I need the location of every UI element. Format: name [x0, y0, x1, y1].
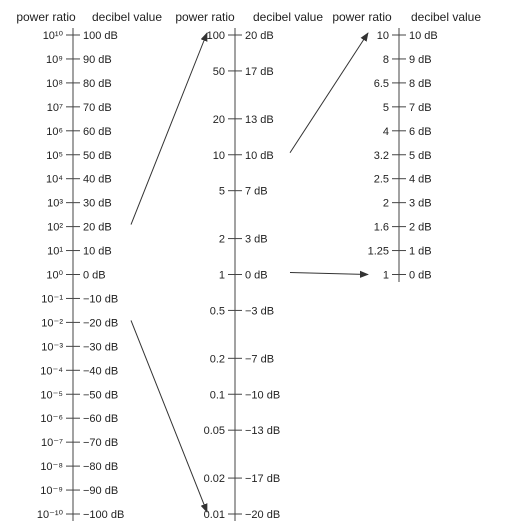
- mapping-arrow: [290, 273, 368, 275]
- power-ratio-label: 0.5: [209, 305, 225, 318]
- middle-scale: [204, 28, 281, 521]
- decibel-value-label: 1 dB: [409, 245, 432, 258]
- power-ratio-label: 10⁻³: [41, 341, 63, 354]
- decibel-value-label: 2 dB: [409, 221, 432, 234]
- decibel-value-label: 70 dB: [83, 101, 112, 114]
- decade-scale: [37, 28, 124, 521]
- decibel-value-label: −20 dB: [83, 317, 119, 330]
- scales-group: [37, 28, 438, 521]
- power-ratio-label: 1.25: [367, 245, 389, 258]
- decibel-value-label: 8 dB: [409, 77, 432, 90]
- decibel-value-label: 40 dB: [83, 173, 112, 186]
- decibel-value-label: 0 dB: [245, 269, 268, 282]
- power-ratio-label: 1.6: [373, 221, 389, 234]
- power-ratio-label: 1: [218, 269, 225, 282]
- decibel-value-label: −100 dB: [83, 509, 125, 521]
- decibel-value-label: 0 dB: [409, 269, 432, 282]
- decibel-value-label: −50 dB: [83, 389, 119, 402]
- decibel-value-label: 20 dB: [83, 221, 112, 234]
- decibel-value-label: −70 dB: [83, 437, 119, 450]
- decibel-value-label: −60 dB: [83, 413, 119, 426]
- power-ratio-label: 20: [212, 113, 225, 126]
- decibel-value-label: 30 dB: [83, 197, 112, 210]
- decibel-value-label: 90 dB: [83, 53, 112, 66]
- power-ratio-label: 10⁶: [46, 125, 63, 138]
- power-ratio-label: 8: [382, 53, 389, 66]
- power-ratio-label: 10: [376, 30, 389, 42]
- header-decibel-value-3: decibel value: [410, 10, 482, 24]
- decibel-value-label: 9 dB: [409, 53, 432, 66]
- decibel-value-label: 5 dB: [409, 149, 432, 162]
- power-ratio-label: 10⁻²: [41, 317, 63, 330]
- power-ratio-label: 10⁸: [46, 77, 63, 90]
- header-power-ratio-2: power ratio: [175, 10, 235, 24]
- power-ratio-label: 10: [212, 149, 225, 162]
- power-ratio-label: 10⁻⁵: [40, 389, 63, 402]
- decibel-value-label: 3 dB: [409, 197, 432, 210]
- power-ratio-label: 10⁻⁷: [40, 437, 63, 450]
- decibel-value-label: 10 dB: [409, 30, 438, 42]
- power-ratio-label: 10⁻¹⁰: [36, 509, 63, 521]
- power-ratio-label: 2: [218, 233, 225, 246]
- power-ratio-label: 10⁴: [46, 173, 63, 186]
- power-ratio-label: 5: [382, 101, 389, 114]
- decibel-value-label: −10 dB: [83, 293, 119, 306]
- power-ratio-label: 1: [382, 269, 389, 282]
- decibel-value-label: 20 dB: [245, 30, 274, 42]
- power-ratio-label: 10⁰: [46, 269, 63, 282]
- power-ratio-label: 10³: [47, 197, 63, 210]
- power-ratio-label: 10⁻⁹: [40, 485, 63, 498]
- decibel-value-label: 80 dB: [83, 77, 112, 90]
- decibel-value-label: −30 dB: [83, 341, 119, 354]
- power-ratio-label: 0.2: [209, 353, 225, 366]
- decibel-value-label: 50 dB: [83, 149, 112, 162]
- decibel-value-label: 4 dB: [409, 173, 432, 186]
- power-ratio-label: 0.05: [203, 425, 225, 438]
- power-ratio-label: 6.5: [373, 77, 389, 90]
- decibel-value-label: −20 dB: [245, 509, 281, 521]
- decibel-value-label: 3 dB: [245, 233, 268, 246]
- power-ratio-label: 10⁻⁸: [40, 461, 63, 474]
- decibel-value-label: 10 dB: [83, 245, 112, 258]
- mapping-arrow: [131, 33, 207, 225]
- decibel-value-label: 60 dB: [83, 125, 112, 138]
- power-ratio-label: 3.2: [373, 149, 389, 162]
- power-ratio-label: 5: [218, 185, 225, 198]
- decibel-value-label: 7 dB: [409, 101, 432, 114]
- power-ratio-label: 100: [206, 30, 225, 42]
- mapping-arrow: [290, 33, 368, 153]
- header-decibel-value-1: decibel value: [91, 10, 163, 24]
- decibel-value-label: −17 dB: [245, 473, 281, 486]
- power-ratio-label: 2: [382, 197, 389, 210]
- decibel-value-label: 13 dB: [245, 113, 274, 126]
- header-decibel-value-2: decibel value: [252, 10, 324, 24]
- header-power-ratio-3: power ratio: [332, 10, 392, 24]
- power-ratio-label: 0.1: [209, 389, 225, 402]
- power-ratio-label: 10⁹: [46, 53, 63, 66]
- power-ratio-label: 10⁵: [46, 149, 63, 162]
- fine-scale: [368, 28, 438, 282]
- decibel-value-label: −90 dB: [83, 485, 119, 498]
- decibel-value-label: 7 dB: [245, 185, 268, 198]
- power-ratio-label: 50: [212, 65, 225, 78]
- decibel-value-label: −10 dB: [245, 389, 281, 402]
- decibel-value-label: 10 dB: [245, 149, 274, 162]
- power-ratio-label: 10⁷: [46, 101, 63, 114]
- header-power-ratio-1: power ratio: [16, 10, 76, 24]
- power-ratio-label: 0.01: [203, 509, 225, 521]
- decibel-value-label: −13 dB: [245, 425, 281, 438]
- power-ratio-label: 2.5: [373, 173, 389, 186]
- decibel-value-label: −80 dB: [83, 461, 119, 474]
- power-ratio-label: 10⁻⁶: [40, 413, 63, 426]
- power-ratio-label: 10²: [47, 221, 63, 234]
- decibel-value-label: 100 dB: [83, 30, 118, 42]
- power-ratio-label: 10⁻⁴: [40, 365, 63, 378]
- power-ratio-label: 10⁻¹: [41, 293, 63, 306]
- power-ratio-label: 0.02: [203, 473, 225, 486]
- decibel-value-label: 6 dB: [409, 125, 432, 138]
- power-ratio-label: 4: [382, 125, 389, 138]
- mapping-arrow: [131, 320, 207, 512]
- decibel-value-label: −3 dB: [245, 305, 275, 318]
- decibel-value-label: −40 dB: [83, 365, 119, 378]
- decibel-value-label: 17 dB: [245, 65, 274, 78]
- decibel-value-label: −7 dB: [245, 353, 275, 366]
- power-ratio-label: 10¹⁰: [42, 30, 63, 42]
- decibel-value-label: 0 dB: [83, 269, 106, 282]
- power-ratio-label: 10¹: [47, 245, 63, 258]
